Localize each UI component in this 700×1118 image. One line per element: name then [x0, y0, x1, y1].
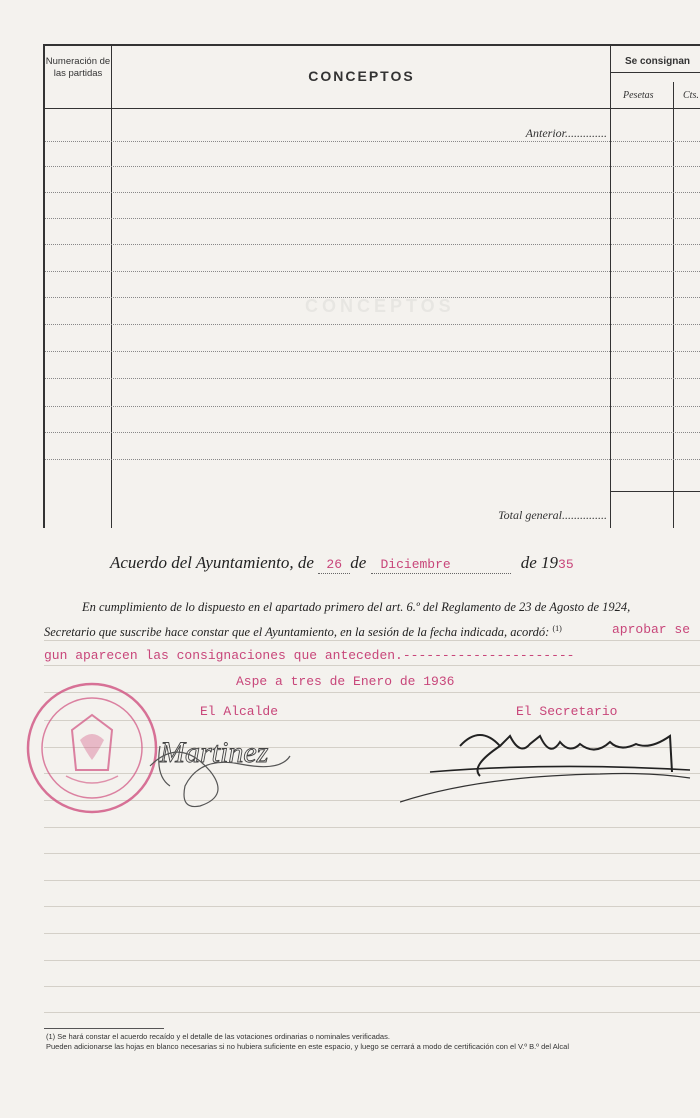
header-consignan: Se consignan: [624, 56, 690, 67]
subtotal-rule: [610, 491, 700, 492]
agreement-day: 26: [326, 557, 342, 572]
footnote-line-2: Pueden adicionarse las hojas en blanco necesarias si no hubiera suficiente en este espacio, y luego se cerrará a modo de certificación con el V.º B.º del Alcal: [46, 1042, 570, 1051]
footnote-line-1: (1) Se hará constar el acuerdo recaído y el detalle de las votaciones ordinarias o nominales verificadas.: [46, 1032, 390, 1041]
alcalde-label: El Alcalde: [200, 704, 279, 719]
footnote-ref: (1): [552, 624, 562, 633]
paragraph-line-2-text: Secretario que suscribe hace constar que el Ayuntamiento, en la sesión de la fecha indicada, acordó:: [44, 625, 550, 640]
header-rule: [45, 108, 700, 109]
agreement-heading: [110, 553, 574, 574]
header-partidas: Numeración de las partidas: [45, 56, 111, 79]
anterior-label: Anterior..............: [525, 126, 607, 140]
agreement-de: de: [350, 553, 367, 572]
typed-decision-1: aprobar se: [612, 622, 691, 637]
alcalde-signature: [140, 716, 310, 812]
header-conceptos: CONCEPTOS: [308, 68, 415, 84]
header-cts: Cts.: [683, 90, 699, 101]
agreement-de2: de: [520, 553, 537, 572]
agreement-year-prefix: 19: [541, 553, 559, 572]
column-divider: [673, 82, 674, 528]
column-divider: [111, 46, 112, 528]
agreement-prefix: Acuerdo del Ayuntamiento, de: [110, 553, 314, 572]
column-divider: [610, 46, 611, 528]
ledger-table: [43, 44, 700, 528]
paragraph-line-1: En cumplimiento de lo dispuesto en el apartado primero del art. 6.º del Reglamento de 23 de Agosto de 1924,: [82, 600, 631, 614]
footnote: [46, 1032, 700, 1052]
paragraph-line-2: [44, 624, 562, 640]
header-rule: [610, 72, 700, 73]
agreement-year: 35: [558, 557, 574, 572]
place-date: Aspe a tres de Enero de 1936: [236, 674, 455, 689]
total-general-label: Total general...............: [498, 508, 607, 522]
secretario-signature: [400, 716, 696, 808]
header-pesetas: Pesetas: [623, 90, 654, 101]
agreement-month: Diciembre: [380, 557, 451, 572]
bleed-through: CONCEPTOS: [305, 296, 455, 316]
secretario-label: El Secretario: [516, 704, 618, 719]
svg-text:Martinez: Martinez: [160, 736, 269, 769]
typed-decision-2: gun aparecen las consignaciones que anteceden.----------------------: [44, 648, 575, 663]
